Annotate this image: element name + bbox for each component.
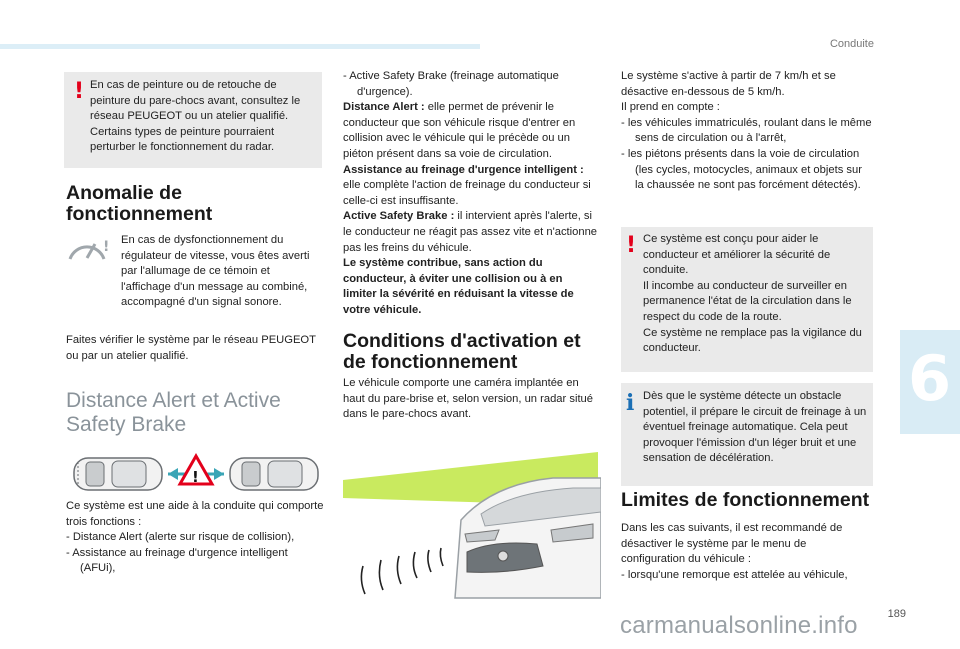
vigilance-warning-box xyxy=(621,227,873,372)
system-intro xyxy=(66,499,324,577)
distance-alert-illustration xyxy=(72,452,322,498)
cruise-fault-icon xyxy=(62,233,112,263)
warn-paragraph-3: Ce système ne remplace pas la vigilance du conducteur. xyxy=(643,326,862,355)
limits-title: Limites de fonctionnement xyxy=(621,489,870,511)
bullet-afui: - Assistance au freinage d'urgence intelligent (AFUi), xyxy=(66,546,288,575)
warn-paragraph-2: Il incombe au conducteur de surveiller en permanence l'état de la circulation dans le respect du code de la route. xyxy=(643,279,852,323)
limits-section xyxy=(621,521,873,583)
radar-car-illustration xyxy=(343,448,601,603)
conditions-text: Le véhicule comporte une caméra implantée en haut du pare-brise et, selon version, un radar situé dans le pare-chocs avant. xyxy=(343,377,593,421)
distance-alert-title: Distance Alert et Active Safety Brake xyxy=(66,389,281,436)
distance-alert-desc xyxy=(343,100,599,162)
info-icon: i xyxy=(626,390,635,416)
anomaly-text: En cas de dysfonctionnement du régulateur de vitesse, vous êtes averti par l'allumage de ce témoin et l'affichage d'un message au combiné, accompagné d'un signal sonore. xyxy=(121,234,310,309)
warning-icon: ! xyxy=(74,79,85,104)
intro-text: Ce système est une aide à la conduite qui comporte trois fonctions : xyxy=(66,500,324,528)
activation-info xyxy=(621,69,873,194)
paint-warning-text: En cas de peinture ou de retouche de peinture du pare-chocs avant, consultez le réseau PEUGEOT ou un atelier qualifié. Certains types de peinture pourraient perturber le fonctionnement du radar. xyxy=(90,79,301,154)
svg-text:!: ! xyxy=(103,239,110,255)
asb-label: Active Safety Brake : xyxy=(343,210,455,223)
bullet-trailer: - lorsqu'une remorque est attelée au véhicule, xyxy=(621,568,848,581)
warning-icon: ! xyxy=(626,233,637,258)
check-network-text: Faites vérifier le système par le réseau PEUGEOT ou par un atelier qualifié. xyxy=(66,334,316,362)
chapter-tab xyxy=(900,330,960,434)
bullet-pedestrians: - les piétons présents dans la voie de circulation (les cycles, motocycles, animaux et objets sur la chaussée ne sont pas forcément détectés). xyxy=(621,147,862,192)
functions-description xyxy=(343,69,599,319)
paint-warning-box xyxy=(64,72,322,168)
bullet-distance-alert: - Distance Alert (alerte sur risque de collision), xyxy=(66,531,295,544)
conditions-title: Conditions d'activation et de fonctionnement xyxy=(343,330,581,373)
vigilance-warning-content xyxy=(643,232,869,357)
asb-text: il intervient après l'alerte, si le conducteur ne réagit pas assez vite et n'actionne pas les freins du véhicule. xyxy=(343,210,598,254)
system-contribution-text: Le système contribue, sans action du conducteur, à éviter une collision ou à en limiter la sévérité en réduisant la vitesse de votre véhicule. xyxy=(343,257,574,316)
afu-desc xyxy=(343,163,599,210)
activation-speed-text: Le système s'active à partir de 7 km/h et se désactive en-dessous de 5 km/h. xyxy=(621,70,836,98)
svg-text:!: ! xyxy=(192,468,199,486)
page-number: 189 xyxy=(887,608,906,620)
limits-text: Dans les cas suivants, il est recommandé de désactiver le système par le menu de configuration du véhicule : xyxy=(621,522,843,566)
distance-alert-label: Distance Alert : xyxy=(343,101,425,114)
distance-alert-text: elle permet de prévenir le conducteur que son véhicule risque d'entrer en collision avec le véhicule qui le précède ou un piéton présent dans sa voie de circulation. xyxy=(343,101,576,160)
bullet-vehicles: - les véhicules immatriculés, roulant dans le même sens de circulation ou à l'arrêt, xyxy=(621,116,872,145)
afu-text: elle complète l'action de freinage du conducteur si celle-ci est insuffisante. xyxy=(343,179,591,207)
takes-into-account: Il prend en compte : xyxy=(621,101,720,114)
section-name: Conduite xyxy=(829,38,874,50)
afu-label: Assistance au freinage d'urgence intelligent : xyxy=(343,163,584,176)
bullet-active-safety-brake: - Active Safety Brake (freinage automatique d'urgence). xyxy=(343,70,559,98)
braking-info-text: Dès que le système détecte un obstacle potentiel, il prépare le circuit de freinage à un éventuel freinage automatique. Cela peut provoquer l'émission d'un léger bruit et une sensation de décélération. xyxy=(643,390,867,465)
anomaly-title: Anomalie de fonctionnement xyxy=(66,182,213,225)
watermark: carmanualsonline.info xyxy=(620,612,858,639)
system-contribution xyxy=(343,256,599,318)
warn-paragraph-1: Ce système est conçu pour aider le conducteur et améliorer la sécurité de conduite. xyxy=(643,233,831,277)
braking-info-box xyxy=(621,383,873,486)
chapter-number: 6 xyxy=(908,342,952,415)
header-bar xyxy=(0,44,480,49)
asb-desc xyxy=(343,209,599,256)
